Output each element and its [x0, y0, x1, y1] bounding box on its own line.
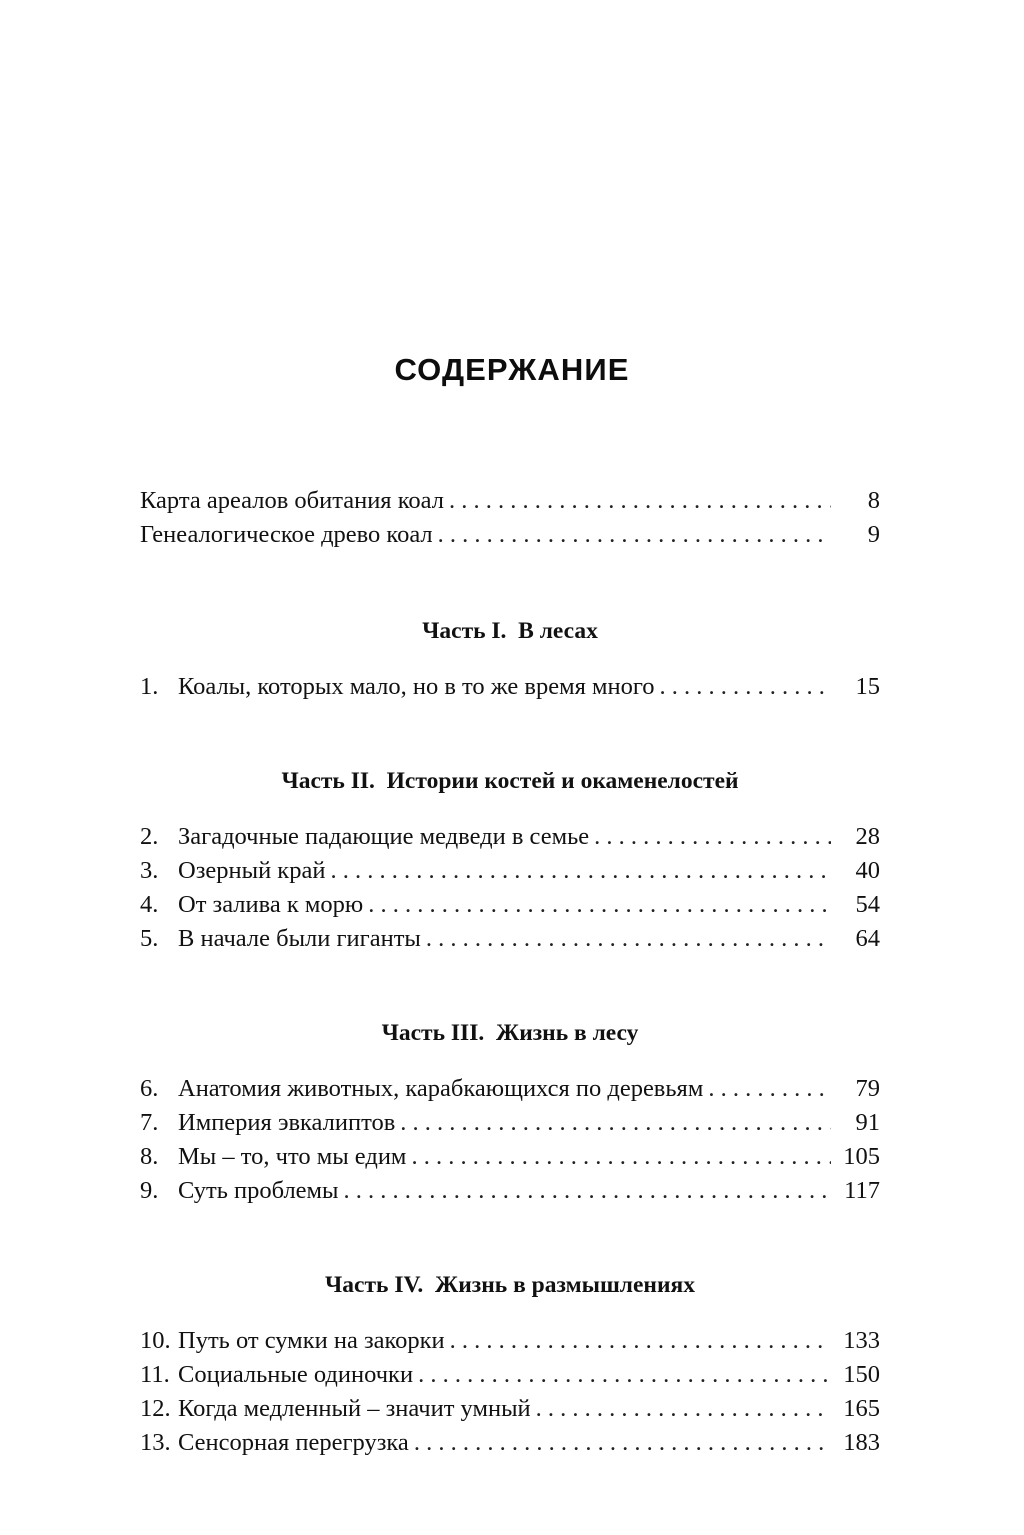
entry-title: Генеалогическое древо коал [140, 521, 433, 548]
chapter-number: 9. [140, 1177, 159, 1204]
page-number: 91 [855, 1109, 880, 1136]
table-row[interactable] [140, 1174, 880, 1208]
front-matter-list [140, 484, 880, 552]
table-row[interactable] [140, 888, 880, 922]
entry-title: Социальные одиночки [178, 1361, 414, 1388]
table-row[interactable] [140, 1426, 880, 1460]
table-row[interactable] [140, 1072, 880, 1106]
page-number: 9 [867, 521, 880, 548]
table-row[interactable] [140, 922, 880, 956]
chapter-number: 12. [140, 1395, 171, 1422]
dot-leader [426, 927, 831, 952]
page-number: 165 [843, 1395, 880, 1422]
entry-title: От залива к морю [178, 891, 364, 918]
part-heading-2: Часть II. Истории костей и окаменелостей [281, 768, 739, 794]
spacer [140, 704, 880, 766]
chapter-number: 13. [140, 1429, 171, 1456]
entry-title: Суть проблемы [178, 1177, 339, 1204]
table-row[interactable] [140, 820, 880, 854]
list-item[interactable] [140, 518, 880, 552]
entry-title: Путь от сумки на закорки [178, 1327, 445, 1354]
page-number: 117 [844, 1177, 880, 1204]
entry-title: Карта ареалов обитания коал [140, 487, 444, 514]
chapter-list-part-3 [140, 1072, 880, 1208]
table-row[interactable] [140, 1358, 880, 1392]
list-item[interactable] [140, 484, 880, 518]
dot-leader [660, 675, 831, 700]
chapter-number: 2. [140, 823, 159, 850]
table-row[interactable] [140, 1106, 880, 1140]
dot-leader [708, 1077, 831, 1102]
page-number: 54 [855, 891, 880, 918]
entry-title: В начале были гиганты [178, 925, 421, 952]
dot-leader [414, 1431, 831, 1456]
dot-leader [411, 1145, 831, 1170]
page-number: 79 [855, 1075, 880, 1102]
page-number: 150 [843, 1361, 880, 1388]
page-number: 15 [855, 673, 880, 700]
chapter-number: 8. [140, 1143, 159, 1170]
chapter-number: 4. [140, 891, 159, 918]
part-heading-4: Часть IV. Жизнь в размышлениях [325, 1272, 695, 1298]
entry-title: Когда медленный – значит умный [178, 1395, 531, 1422]
spacer [140, 956, 880, 1018]
page-number: 183 [843, 1429, 880, 1456]
spacer [140, 552, 880, 616]
dot-leader [450, 1329, 831, 1354]
table-row[interactable] [140, 1392, 880, 1426]
chapter-list-part-1 [140, 670, 880, 704]
entry-title: Мы – то, что мы едим [178, 1143, 407, 1170]
table-row[interactable] [140, 854, 880, 888]
table-row[interactable] [140, 1324, 880, 1358]
entry-title: Загадочные падающие медведи в семье [178, 823, 590, 850]
page-title: СОДЕРЖАНИЕ [394, 352, 630, 387]
table-row[interactable] [140, 670, 880, 704]
entry-title: Сенсорная перегрузка [178, 1429, 409, 1456]
page-number: 40 [855, 857, 880, 884]
entry-title: Анатомия животных, карабкающихся по деревьям [178, 1075, 704, 1102]
entry-title: Империя эвкалиптов [178, 1109, 396, 1136]
chapter-list-part-2 [140, 820, 880, 956]
page-number: 8 [867, 487, 880, 514]
chapter-number: 5. [140, 925, 159, 952]
chapter-number: 11. [140, 1361, 170, 1388]
spacer [140, 1208, 880, 1270]
dot-leader [438, 523, 831, 548]
chapter-number: 6. [140, 1075, 159, 1102]
entry-title: Озерный край [178, 857, 326, 884]
table-row[interactable] [140, 1140, 880, 1174]
part-heading-3: Часть III. Жизнь в лесу [381, 1020, 639, 1046]
spacer [140, 646, 880, 670]
chapter-number: 1. [140, 673, 159, 700]
page-number: 133 [843, 1327, 880, 1354]
chapter-number: 3. [140, 857, 159, 884]
chapter-list-part-4 [140, 1324, 880, 1460]
toc-entries-container [140, 484, 880, 1460]
dot-leader [449, 489, 831, 514]
dot-leader [594, 825, 831, 850]
spacer [140, 1300, 880, 1324]
spacer [140, 1048, 880, 1072]
dot-leader [400, 1111, 831, 1136]
page-number: 105 [843, 1143, 880, 1170]
part-heading-1: Часть I. В лесах [422, 618, 598, 644]
spacer [140, 796, 880, 820]
dot-leader [536, 1397, 831, 1422]
page-number: 64 [855, 925, 880, 952]
dot-leader [344, 1179, 831, 1204]
entry-title: Коалы, которых мало, но в то же время много [178, 673, 655, 700]
dot-leader [368, 893, 831, 918]
dot-leader [418, 1363, 831, 1388]
chapter-number: 7. [140, 1109, 159, 1136]
dot-leader [330, 859, 831, 884]
page-number: 28 [855, 823, 880, 850]
chapter-number: 10. [140, 1327, 171, 1354]
